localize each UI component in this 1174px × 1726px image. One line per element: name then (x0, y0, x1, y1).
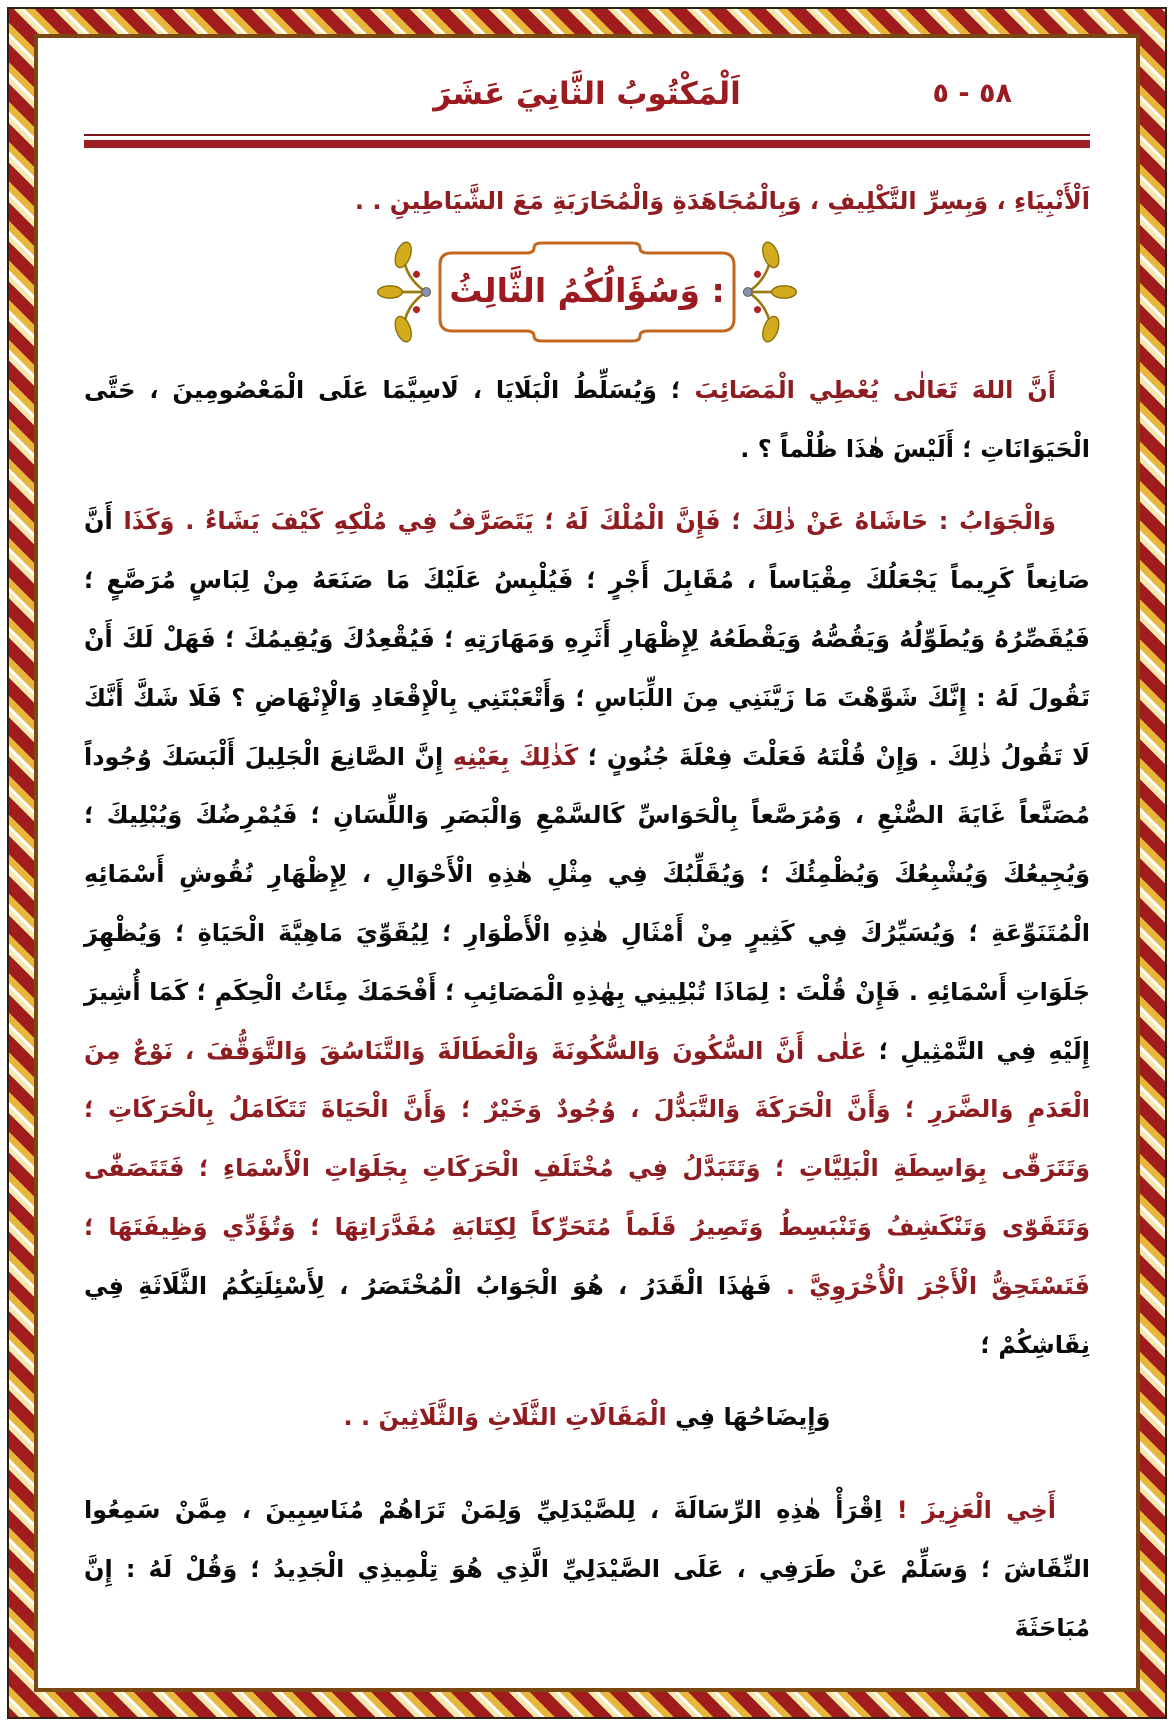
text-segment: إِنَّ الصَّانِعَ الْجَلِيلَ أَلْبَسَكَ وُجُوداً مُصَنَّعاً غَايَةَ الصُّنْعِ ، وَمُرَصَّعاً بِالْحَوَاسِّ كَالسَّمْعِ وَالْبَصَرِ وَاللِّسَانِ ؛ فَيُمْرِضُكَ وَيُبْلِيكَ ؛ وَيُجِيعُكَ وَيُشْبِعُكَ وَيُظْمِئُكَ ؛ وَيُقَلِّبُكَ فِي مِثْلِ هٰذِهِ الْأَحْوَالِ ، لِإِظْهَارِ نُقُوشِ أَسْمَائِهِ الْمُتَنَوِّعَةِ ؛ وَيُسَيِّرُكَ فِي كَثِيرٍ مِنْ أَمْثَالِ هٰذِهِ الْأَطْوَارِ ؛ لِيُقَوِّيَ مَاهِيَّةَ الْحَيَاةِ ؛ وَيُظْهِرَ جَلَوَاتِ أَسْمَائِهِ . فَإِنْ قُلْتَ : لِمَاذَا تُبْلِينِي بِهٰذِهِ الْمَصَائِبِ ؛ أَفْحَمَكَ مِئَاتُ الْحِكَمِ ؛ كَمَا أُشِيرَ إِلَيْهِ فِي التَّمْثِيلِ ؛ (84, 742, 1090, 1065)
text-segment: ؛ وَيُسَلِّطُ الْبَلَايَا ، لَاسِيَّمَا عَلَى الْمَعْصُومِينَ ، حَتَّى الْحَيَوَانَاتِ ؛ أَلَيْسَ هٰذَا ظُلْماً ؟ . (84, 375, 1090, 463)
page-number: ٥٨ - ٥ (932, 78, 1012, 109)
text-segment: أَخِي الْعَزِيزَ ! (882, 1496, 1056, 1525)
text-segment: اَلْأَنْبِيَاءِ ، وَبِسِرِّ التَّكْلِيفِ ، وَبِالْمُجَاهَدَةِ وَالْمُحَارَبَةِ مَعَ الشَّيَاطِينِ . . (354, 187, 1090, 215)
text-segment: أَنَّ اللهَ تَعَالٰى يُعْطِي الْمَصَائِبَ (694, 375, 1056, 404)
floral-ornament-right-icon (740, 239, 798, 345)
address-paragraph (84, 1481, 1090, 1657)
text-segment: الْمَقَالَاتِ الثَّلَاثِ وَالثَّلَاثِينَ . . (343, 1403, 667, 1432)
section-heading: وَسُؤَالُكُمُ الثَّالِثُ : (449, 271, 725, 311)
text-segment: أَنَّ صَانِعاً كَرِيماً يَجْعَلُكَ مِقْيَاساً ، مُقَابِلَ أَجْرٍ ؛ فَيُلْبِسُ عَلَيْكَ مَا صَنَعَهُ مِنْ لِبَاسٍ مُرَصَّعٍ ؛ فَيُقَصِّرُهُ وَيُطَوِّلُهُ وَيَقُصُّهُ وَيَقْطَعُهُ لِإِظْهَارِ أَثَرِهِ وَمَهَارَتِهِ ؛ فَيُقْعِدُكَ وَيُقِيمُكَ ؛ فَهَلْ لَكَ أَنْ تَقُولَ لَهُ : إِنَّكَ شَوَّهْتَ مَا زَيَّنَنِي مِنَ اللِّبَاسِ ؛ وَأَتْعَبْتَنِي بِالْإِقْعَادِ وَالْإِنْهَاضِ ؟ فَلَا شَكَّ أَنَّكَ لَا تَقُولُ ذٰلِكَ . وَإِنْ قُلْتَهُ فَعَلْتَ فِعْلَةَ جُنُونٍ ؛ (84, 507, 1090, 771)
question-paragraph (84, 361, 1090, 479)
page-content-area (34, 34, 1140, 1692)
header-divider (84, 134, 1090, 148)
section-heading-row (84, 237, 1090, 347)
text-segment: كَذٰلِكَ بِعَيْنِهِ (443, 742, 579, 771)
closing-line (84, 1388, 1090, 1447)
page-title: اَلْمَكْتُوبُ الثَّانِيَ عَشَرَ (433, 76, 741, 112)
text-segment: وَالْجَوَابُ : حَاشَاهُ عَنْ ذٰلِكَ ؛ فَإِنَّ الْمُلْكَ لَهُ ؛ يَتَصَرَّفُ فِي مُلْكِهِ كَيْفَ يَشَاءُ . وَكَذَا (112, 507, 1056, 536)
section-heading-cartouche (422, 237, 752, 347)
text-segment: فَهٰذَا الْقَدَرُ ، هُوَ الْجَوَابُ الْمُخْتَصَرُ ، لِأَسْئِلَتِكُمُ الثَّلَاثَةِ فِي نِقَاشِكُمْ ؛ (84, 1271, 1090, 1359)
answer-paragraph (84, 492, 1090, 1374)
text-segment: عَلٰى أَنَّ السُّكُونَ وَالسُّكُونَةَ وَالْعَطَالَةَ وَالتَّنَاسُقَ وَالتَّوَقُّفَ ، نَوْعٌ مِنَ الْعَدَمِ وَالضَّرَرِ ؛ وَأَنَّ الْحَرَكَةَ وَالتَّبَدُّلَ ، وُجُودٌ وَخَيْرٌ ؛ وَأَنَّ الْحَيَاةَ تَتَكَامَلُ بِالْحَرَكَاتِ ؛ وَتَتَرَقّٰى بِوَاسِطَةِ الْبَلِيَّاتِ ؛ وَتَتَبَدَّلُ فِي مُخْتَلَفِ الْحَرَكَاتِ بِجَلَوَاتِ الْأَسْمَاءِ ؛ فَتَتَصَفّٰى وَتَتَقَوّٰى وَتَنْكَشِفُ وَتَنْبَسِطُ وَتَصِيرُ قَلَماً مُتَحَرِّكاً لِكِتَابَةِ مُقَدَّرَاتِهَا ؛ وَتُؤَدِّي وَظِيفَتَهَا ؛ فَتَسْتَحِقُّ الْأَجْرَ الْأُخْرَوِيَّ . (84, 1036, 1090, 1300)
text-segment: اِقْرَأْ هٰذِهِ الرِّسَالَةَ ، لِلصَّيْدَلِيِّ وَلِمَنْ تَرَاهُمْ مُنَاسِبِينَ ، مِمَّنْ سَمِعُوا النِّقَاشَ ؛ وَسَلِّمْ عَنْ طَرَفِي ، عَلَى الصَّيْدَلِيِّ الَّذِي هُوَ تِلْمِيذِي الْجَدِيدُ ؛ وَقُلْ لَهُ : إِنَّ مُبَاحَثَةَ (84, 1496, 1090, 1642)
continuation-paragraph (84, 172, 1090, 231)
decorative-chain-border (7, 7, 1167, 1719)
page-header (84, 64, 1090, 126)
text-segment: وَإِيضَاحُهَا فِي (666, 1403, 831, 1432)
